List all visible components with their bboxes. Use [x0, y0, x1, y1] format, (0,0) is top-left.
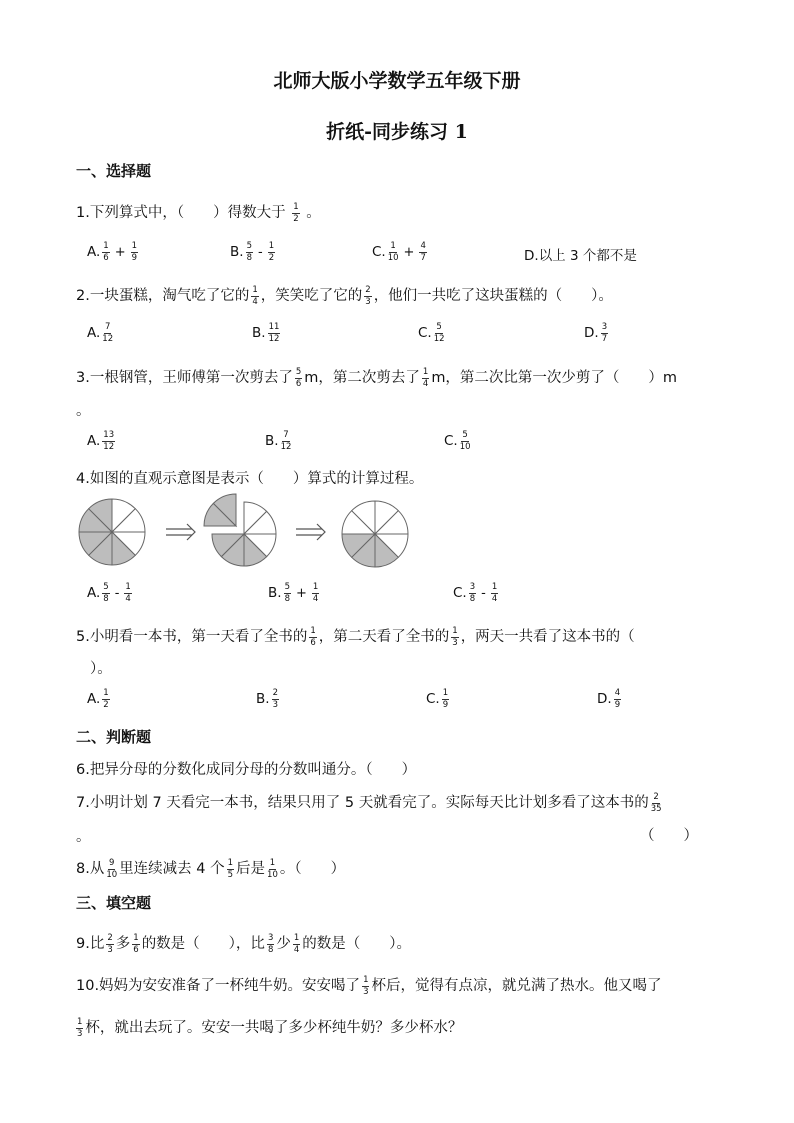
arrow-right-icon [296, 524, 325, 540]
question-5-wrap: ）。 [90, 661, 112, 677]
q3-option-a[interactable]: A. $\frac{13}{12}$ [87, 430, 115, 452]
circle-three-eighths [342, 501, 408, 567]
question-7-wrap: 。 [76, 829, 91, 845]
q1-option-b[interactable]: B. $\frac{5}{8}$ - $\frac{1}{2}$ [230, 241, 275, 263]
answer-paren[interactable]: （ ） [640, 828, 698, 844]
question-3: 3.一根钢管，王师傅第一次剪去了 $\frac{5}{6}$ m，第二次剪去了 $\frac{1}{4}$ m，第二次比第一次少剪了（ ）m [76, 367, 678, 389]
q1-option-c[interactable]: C. $\frac{1}{10}$ + $\frac{4}{7}$ [372, 241, 426, 263]
question-6: 6.把异分母的分数化成同分母的分数叫通分。（ ） [76, 762, 417, 778]
document-subtitle: 折纸-同步练习 1 [326, 121, 468, 143]
q5-option-d[interactable]: D. $\frac{4}{9}$ [597, 688, 621, 710]
section-fill-heading: 三、填空题 [76, 894, 152, 912]
fraction: $\frac{1}{2}$ [293, 202, 299, 224]
circle-five-eighths [79, 499, 145, 565]
q2-option-d[interactable]: D. $\frac{3}{7}$ [584, 322, 608, 344]
section-judgement-heading: 二、判断题 [76, 728, 152, 746]
q1-option-d[interactable]: D.以上 3 个都不是 [524, 248, 637, 264]
document-title: 北师大版小学数学五年级下册 [273, 70, 521, 92]
q5-option-a[interactable]: A. $\frac{1}{2}$ [87, 688, 109, 710]
question-10-wrap: $\frac{1}{3}$ 杯，就出去玩了。安安一共喝了多少杯纯牛奶？多少杯水？ [77, 1017, 463, 1039]
question-text: 1.下列算式中，（ ）得数大于 [76, 205, 286, 221]
q4-option-a[interactable]: A. $\frac{5}{8}$ - $\frac{1}{4}$ [87, 582, 131, 604]
question-2: 2.一块蛋糕，淘气吃了它的 $\frac{1}{4}$ ，笑笑吃了它的 $\frac{2}{3}$ ，他们一共吃了这块蛋糕的（ ）。 [76, 285, 613, 307]
q5-option-c[interactable]: C. $\frac{1}{9}$ [426, 688, 449, 710]
q2-option-b[interactable]: B. $\frac{11}{12}$ [252, 322, 280, 344]
q2-option-a[interactable]: A. $\frac{7}{12}$ [87, 322, 114, 344]
q1-option-a[interactable]: A. $\frac{1}{6}$ + $\frac{1}{9}$ [87, 241, 138, 263]
question-5: 5.小明看一本书，第一天看了全书的 $\frac{1}{6}$ ，第二天看了全书的 $\frac{1}{3}$ ，两天一共看了这本书的（ [76, 626, 635, 648]
question-1: 1.下列算式中，（ ）得数大于 $\frac{1}{2}$ 。 [76, 202, 321, 224]
question-4: 4.如图的直观示意图是表示（ ）算式的计算过程。 [76, 471, 424, 487]
circle-quarter-removed [204, 494, 276, 566]
question-8: 8.从 $\frac{9}{10}$ 里连续减去 4 个 $\frac{1}{5}$ 后是 $\frac{1}{10}$ 。（ ） [76, 858, 346, 880]
arrow-right-icon [166, 524, 195, 540]
section-choice-heading: 一、选择题 [76, 162, 152, 180]
q3-option-c[interactable]: C. $\frac{5}{10}$ [444, 430, 471, 452]
q2-option-c[interactable]: C. $\frac{5}{12}$ [418, 322, 445, 344]
q3-option-b[interactable]: B. $\frac{7}{12}$ [265, 430, 292, 452]
question-10: 10.妈妈为安安准备了一杯纯牛奶。安安喝了 $\frac{1}{3}$ 杯后，觉得有点凉，就兑满了热水。他又喝了 [76, 975, 662, 997]
question-7: 7.小明计划 7 天看完一本书，结果只用了 5 天就看完了。实际每天比计划多看了这本书的 $\frac{2}{35}$ [76, 792, 662, 814]
fraction-circle-diagram [74, 492, 414, 572]
q4-option-c[interactable]: C. $\frac{3}{8}$ - $\frac{1}{4}$ [453, 582, 498, 604]
q5-option-b[interactable]: B. $\frac{2}{3}$ [256, 688, 278, 710]
question-9: 9.比 $\frac{2}{3}$ 多 $\frac{1}{6}$ 的数是（ ），比 $\frac{3}{8}$ 少 $\frac{1}{4}$ 的数是（ ）。 [76, 933, 412, 955]
question-3-wrap: 。 [76, 403, 91, 419]
q4-option-b[interactable]: B. $\frac{5}{8}$ + $\frac{1}{4}$ [268, 582, 319, 604]
